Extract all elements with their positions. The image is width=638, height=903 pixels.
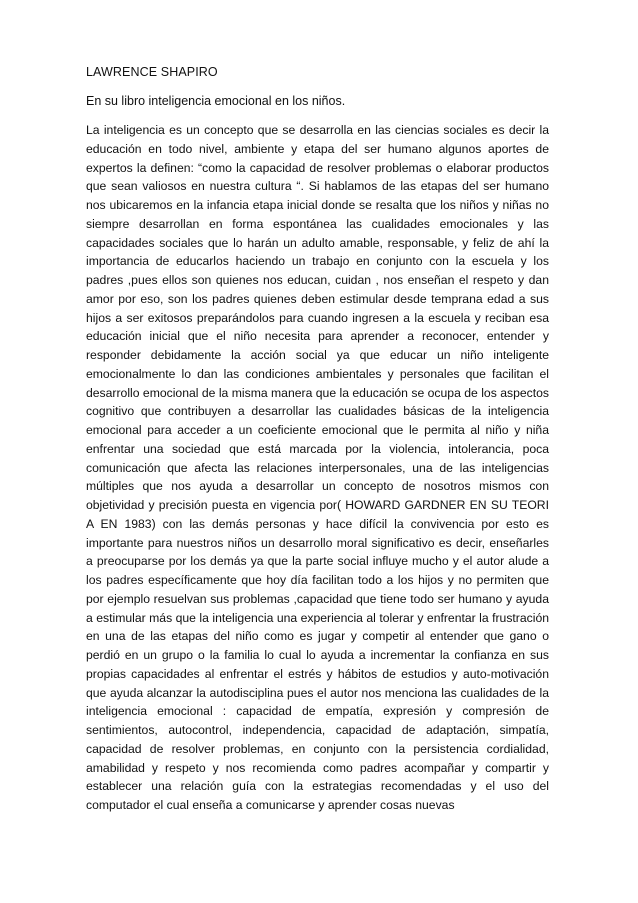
document-page [86, 64, 549, 815]
body-paragraph: La inteligencia es un concepto que se desarrolla en las ciencias sociales es decir la educación en todo nivel, ambiente y etapa del ser humano algunos aportes de expertos la definen: “como la capacidad de resolver problemas o elaborar productos que sean valiosos en nuestra cultura “. Si hablamos de las etapas del ser humano nos ubicaremos en la infancia etapa inicial donde se resalta que los niños y niñas no siempre desarrollan en forma espontánea las cualidades emocionales y las capacidades sociales que lo harán un adulto amable, responsable, y feliz de ahí la importancia de educarlos haciendo un trabajo en conjunto con la escuela y los padres ,pues ellos son quienes nos educan, cuidan , nos enseñan el respeto y dan amor por eso, son los padres quienes deben estimular desde temprana edad a sus hijos a ser exitosos preparándolos para cuando ingresen a la escuela y reciban esa educación inicial que el niño necesita para aprender a reconocer, entender y responder debidamente la acción social ya que educar un niño inteligente emocionalmente lo dan las condiciones ambientales y personales que facilitan el desarrollo emocional de la misma manera que la educación se ocupa de los aspectos cognitivo que contribuyen a desarrollar las cualidades básicas de la inteligencia emocional para acceder a un coeficiente emocional que le permita al niño y niña enfrentar una sociedad que está marcada por la violencia, intolerancia, poca comunicación que afecta las relaciones interpersonales, una de las inteligencias múltiples que nos ayuda a desarrollar un concepto de nosotros mismos con objetividad y precisión puesta en vigencia por( HOWARD GARDNER EN SU TEORI A EN 1983) con las demás personas y hace difícil la convivencia por esto es importante para nuestros niños un desarrollo moral significativo es decir, enseñarles a preocuparse por los demás ya que la parte social influye mucho y el autor alude a los padres específicamente que hoy día facilitan todo a los hijos y no permiten que por ejemplo resuelvan sus problemas ,capacidad que tiene todo ser humano y ayuda a estimular más que la inteligencia una experiencia al tolerar y enfrentar la frustración en una de las etapas del niño como es jugar y competir al entender que gano o perdió en un grupo o la familia lo cual lo ayuda a incrementar la confianza en sus propias capacidades al enfrentar el estrés y hábitos de estudios y auto-motivación que ayuda alcanzar la autodisciplina pues el autor nos menciona las cualidades de la inteligencia emocional : capacidad de empatía, expresión y compresión de sentimientos, autocontrol, independencia, capacidad de adaptación, simpatía, capacidad de resolver problemas, en conjunto con la persistencia cordialidad, amabilidad y respeto y nos recomienda como padres acompañar y compartir y establecer una relación guía con la estrategias recomendadas y el uso del computador el cual enseña a comunicarse y aprender cosas nuevas [86, 123, 549, 812]
subtitle: En su libro inteligencia emocional en los niños. [86, 94, 346, 108]
author-heading: LAWRENCE SHAPIRO [86, 65, 218, 79]
